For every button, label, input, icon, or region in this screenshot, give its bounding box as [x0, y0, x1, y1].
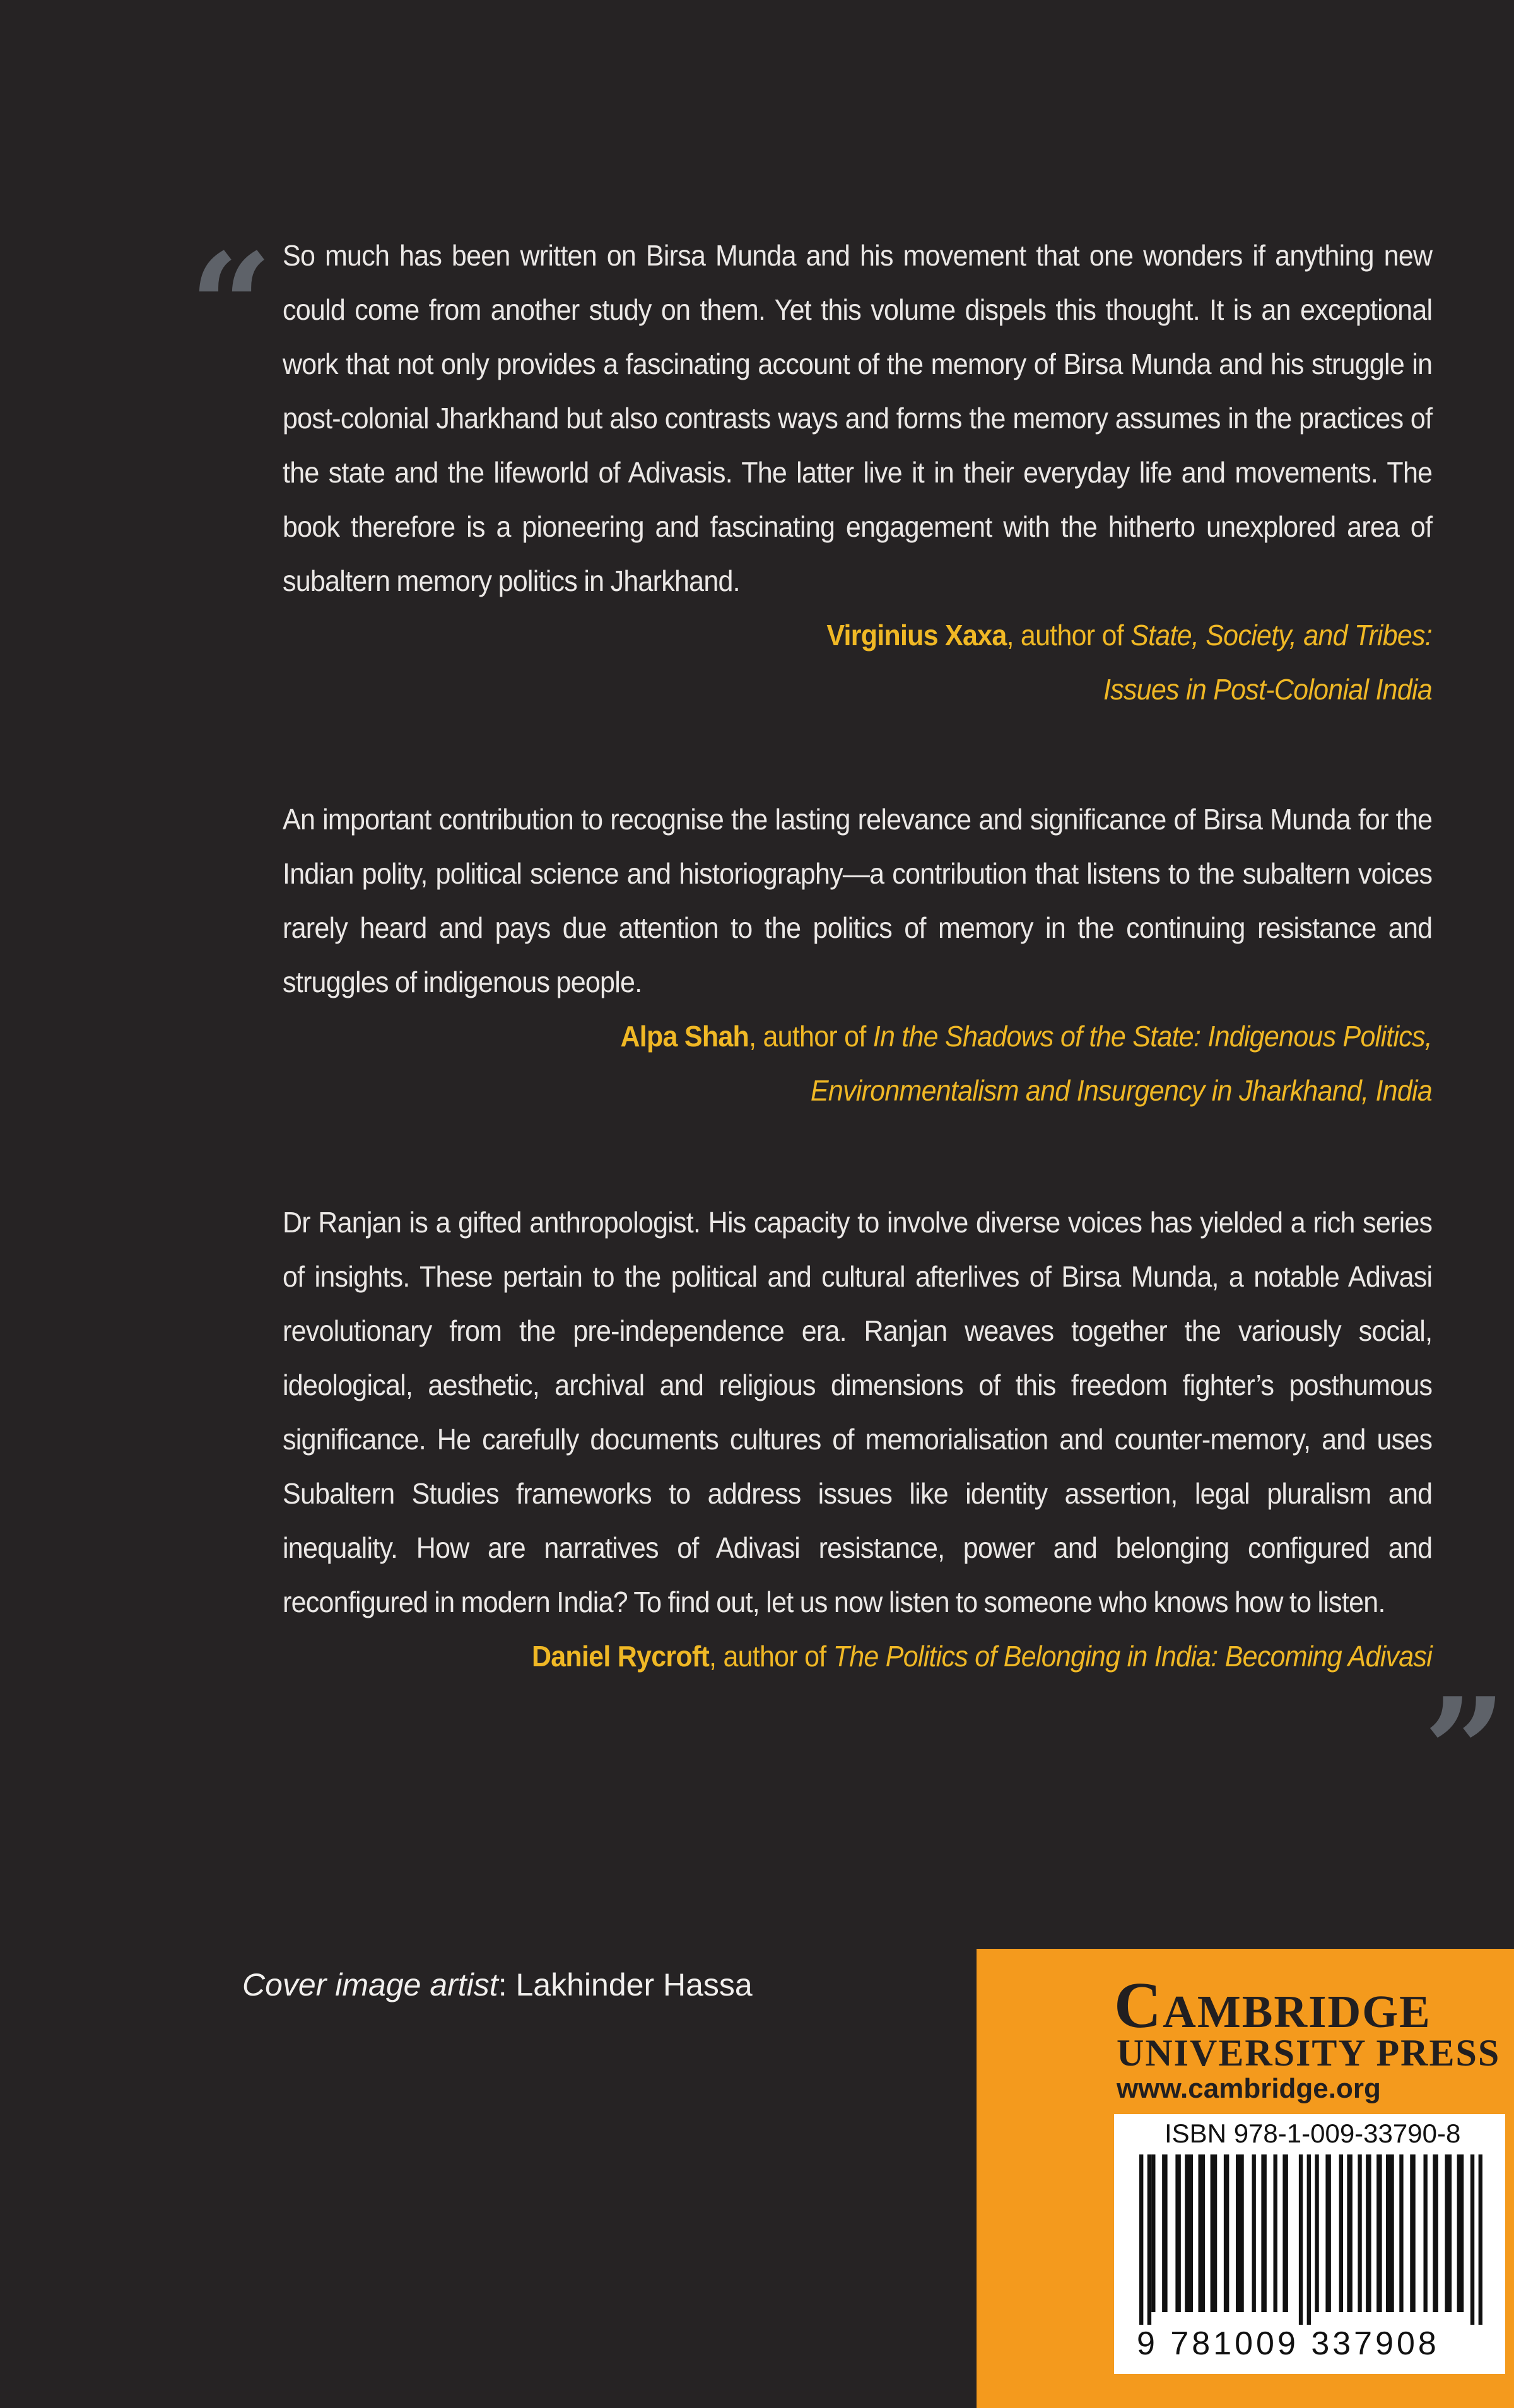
endorser-name: Daniel Rycroft: [531, 1640, 710, 1673]
barcode-bar: [1175, 2154, 1181, 2312]
barcode-bar: [1410, 2154, 1416, 2312]
book-title: In the Shadows of the State: Indigenous Politics,: [872, 1020, 1432, 1053]
endorser-name: Alpa Shah: [620, 1020, 749, 1053]
barcode-bar: [1376, 2154, 1382, 2312]
publisher-name: Cambridge: [1114, 1969, 1431, 2042]
endorsement-1: [283, 228, 1432, 716]
book-title: State, Society, and Tribes:: [1130, 619, 1432, 652]
isbn-label: ISBN 978-1-009-33790-8: [1165, 2119, 1461, 2148]
barcode-bar: [1479, 2154, 1482, 2325]
barcode-bar: [1211, 2154, 1218, 2312]
barcode-box: [1114, 2114, 1505, 2374]
close-quote-mark: ”: [1423, 1666, 1507, 1837]
barcode-bar: [1299, 2154, 1303, 2325]
barcode-bar: [1236, 2154, 1244, 2312]
author-of-label: , author of: [1006, 619, 1131, 652]
barcode-bar: [1433, 2154, 1438, 2312]
endorsement-attribution: [357, 1629, 1432, 1683]
barcode-bar: [1445, 2154, 1452, 2312]
cover-artist-credit: [242, 1967, 753, 2003]
book-title-continued: Issues in Post-Colonial India: [1103, 673, 1432, 706]
book-title: The Politics of Belonging in India: Becoming Adivasi: [833, 1640, 1432, 1673]
cover-artist-label: Cover image artist: [242, 1967, 498, 2002]
barcode-bar: [1151, 2154, 1155, 2312]
barcode-bar: [1457, 2154, 1464, 2312]
endorsement-2: [283, 792, 1432, 1118]
endorsement-attribution: [357, 1009, 1432, 1118]
barcode-bar: [1470, 2154, 1474, 2325]
endorser-name: Virginius Xaxa: [826, 619, 1007, 652]
barcode-bar: [1274, 2154, 1277, 2312]
barcode-bar: [1252, 2154, 1256, 2312]
publisher-panel: [977, 1949, 1514, 2408]
endorsement-text: So much has been written on Birsa Munda and his movement that one wonders if anything new could come from another study on them. Yet this volume dispels this thought. It is an exceptional work that not only provides a fascinating account of the memory of Birsa Munda and his struggle in post-colonial Jharkhand but also contrasts ways and forms the memory assumes in the practices of the state and the lifeworld of Adivasis. The latter live it in their everyday life and movements. The book therefore is a pioneering and fascinating engagement with the hitherto unexplored area of subaltern memory politics in Jharkhand.: [283, 239, 1433, 597]
barcode-bar: [1347, 2154, 1353, 2312]
author-of-label: , author of: [709, 1640, 833, 1673]
barcode-bar: [1307, 2154, 1311, 2325]
barcode-bar: [1224, 2154, 1229, 2312]
barcode-bar: [1139, 2154, 1143, 2325]
barcode-bar: [1199, 2154, 1206, 2312]
barcode-bar: [1147, 2154, 1151, 2325]
barcode-bar: [1399, 2154, 1403, 2312]
author-of-label: , author of: [749, 1020, 873, 1053]
cover-artist-name: Lakhinder Hassa: [515, 1967, 753, 2002]
endorsement-attribution: [357, 608, 1432, 716]
barcode-digits: 9 781009 337908: [1137, 2325, 1440, 2362]
barcode-bar: [1282, 2154, 1288, 2312]
cover-artist-separator: :: [498, 1967, 516, 2002]
publisher-subtitle: UNIVERSITY PRESS: [1117, 2032, 1501, 2074]
barcode-bar: [1358, 2154, 1361, 2312]
barcode-bar: [1185, 2154, 1193, 2312]
barcode-icon: [1134, 2154, 1488, 2325]
barcode-bar: [1315, 2154, 1318, 2312]
book-title-continued: Environmentalism and Insurgency in Jharkhand, India: [810, 1074, 1432, 1107]
open-quote-mark: “: [189, 222, 273, 392]
barcode-bar: [1162, 2154, 1168, 2312]
barcode-bar: [1366, 2154, 1371, 2312]
endorsement-3: [283, 1195, 1432, 1683]
publisher-website: www.cambridge.org: [1117, 2073, 1381, 2104]
barcode-bar: [1386, 2154, 1394, 2312]
barcode-bar: [1424, 2154, 1428, 2312]
endorsement-text: Dr Ranjan is a gifted anthropologist. His capacity to involve diverse voices has yielded a rich series of insights. These pertain to the political and cultural afterlives of Birsa Munda, a notable Adivasi revolutionary from the pre-independence era. Ranjan weaves together the variously social, ideological, aesthetic, archival and religious dimensions of this freedom fighter’s posthumous significance. He carefully documents cultures of memorialisation and counter-memory, and uses Subaltern Studies frameworks to address issues like identity assertion, legal pluralism and inequality. How are narratives of Adivasi resistance, power and belonging configured and reconfigured in modern India? To find out, let us now listen to someone who knows how to listen.: [283, 1206, 1433, 1618]
barcode-bar: [1339, 2154, 1343, 2312]
barcode-bar: [1325, 2154, 1331, 2312]
barcode-bar: [1261, 2154, 1267, 2312]
endorsement-text: An important contribution to recognise the lasting relevance and significance of Birsa Munda for the Indian polity, political science and historiography—a contribution that listens to the subaltern voices rarely heard and pays due attention to the politics of memory in the continuing resistance and struggles of indigenous people.: [283, 803, 1433, 998]
